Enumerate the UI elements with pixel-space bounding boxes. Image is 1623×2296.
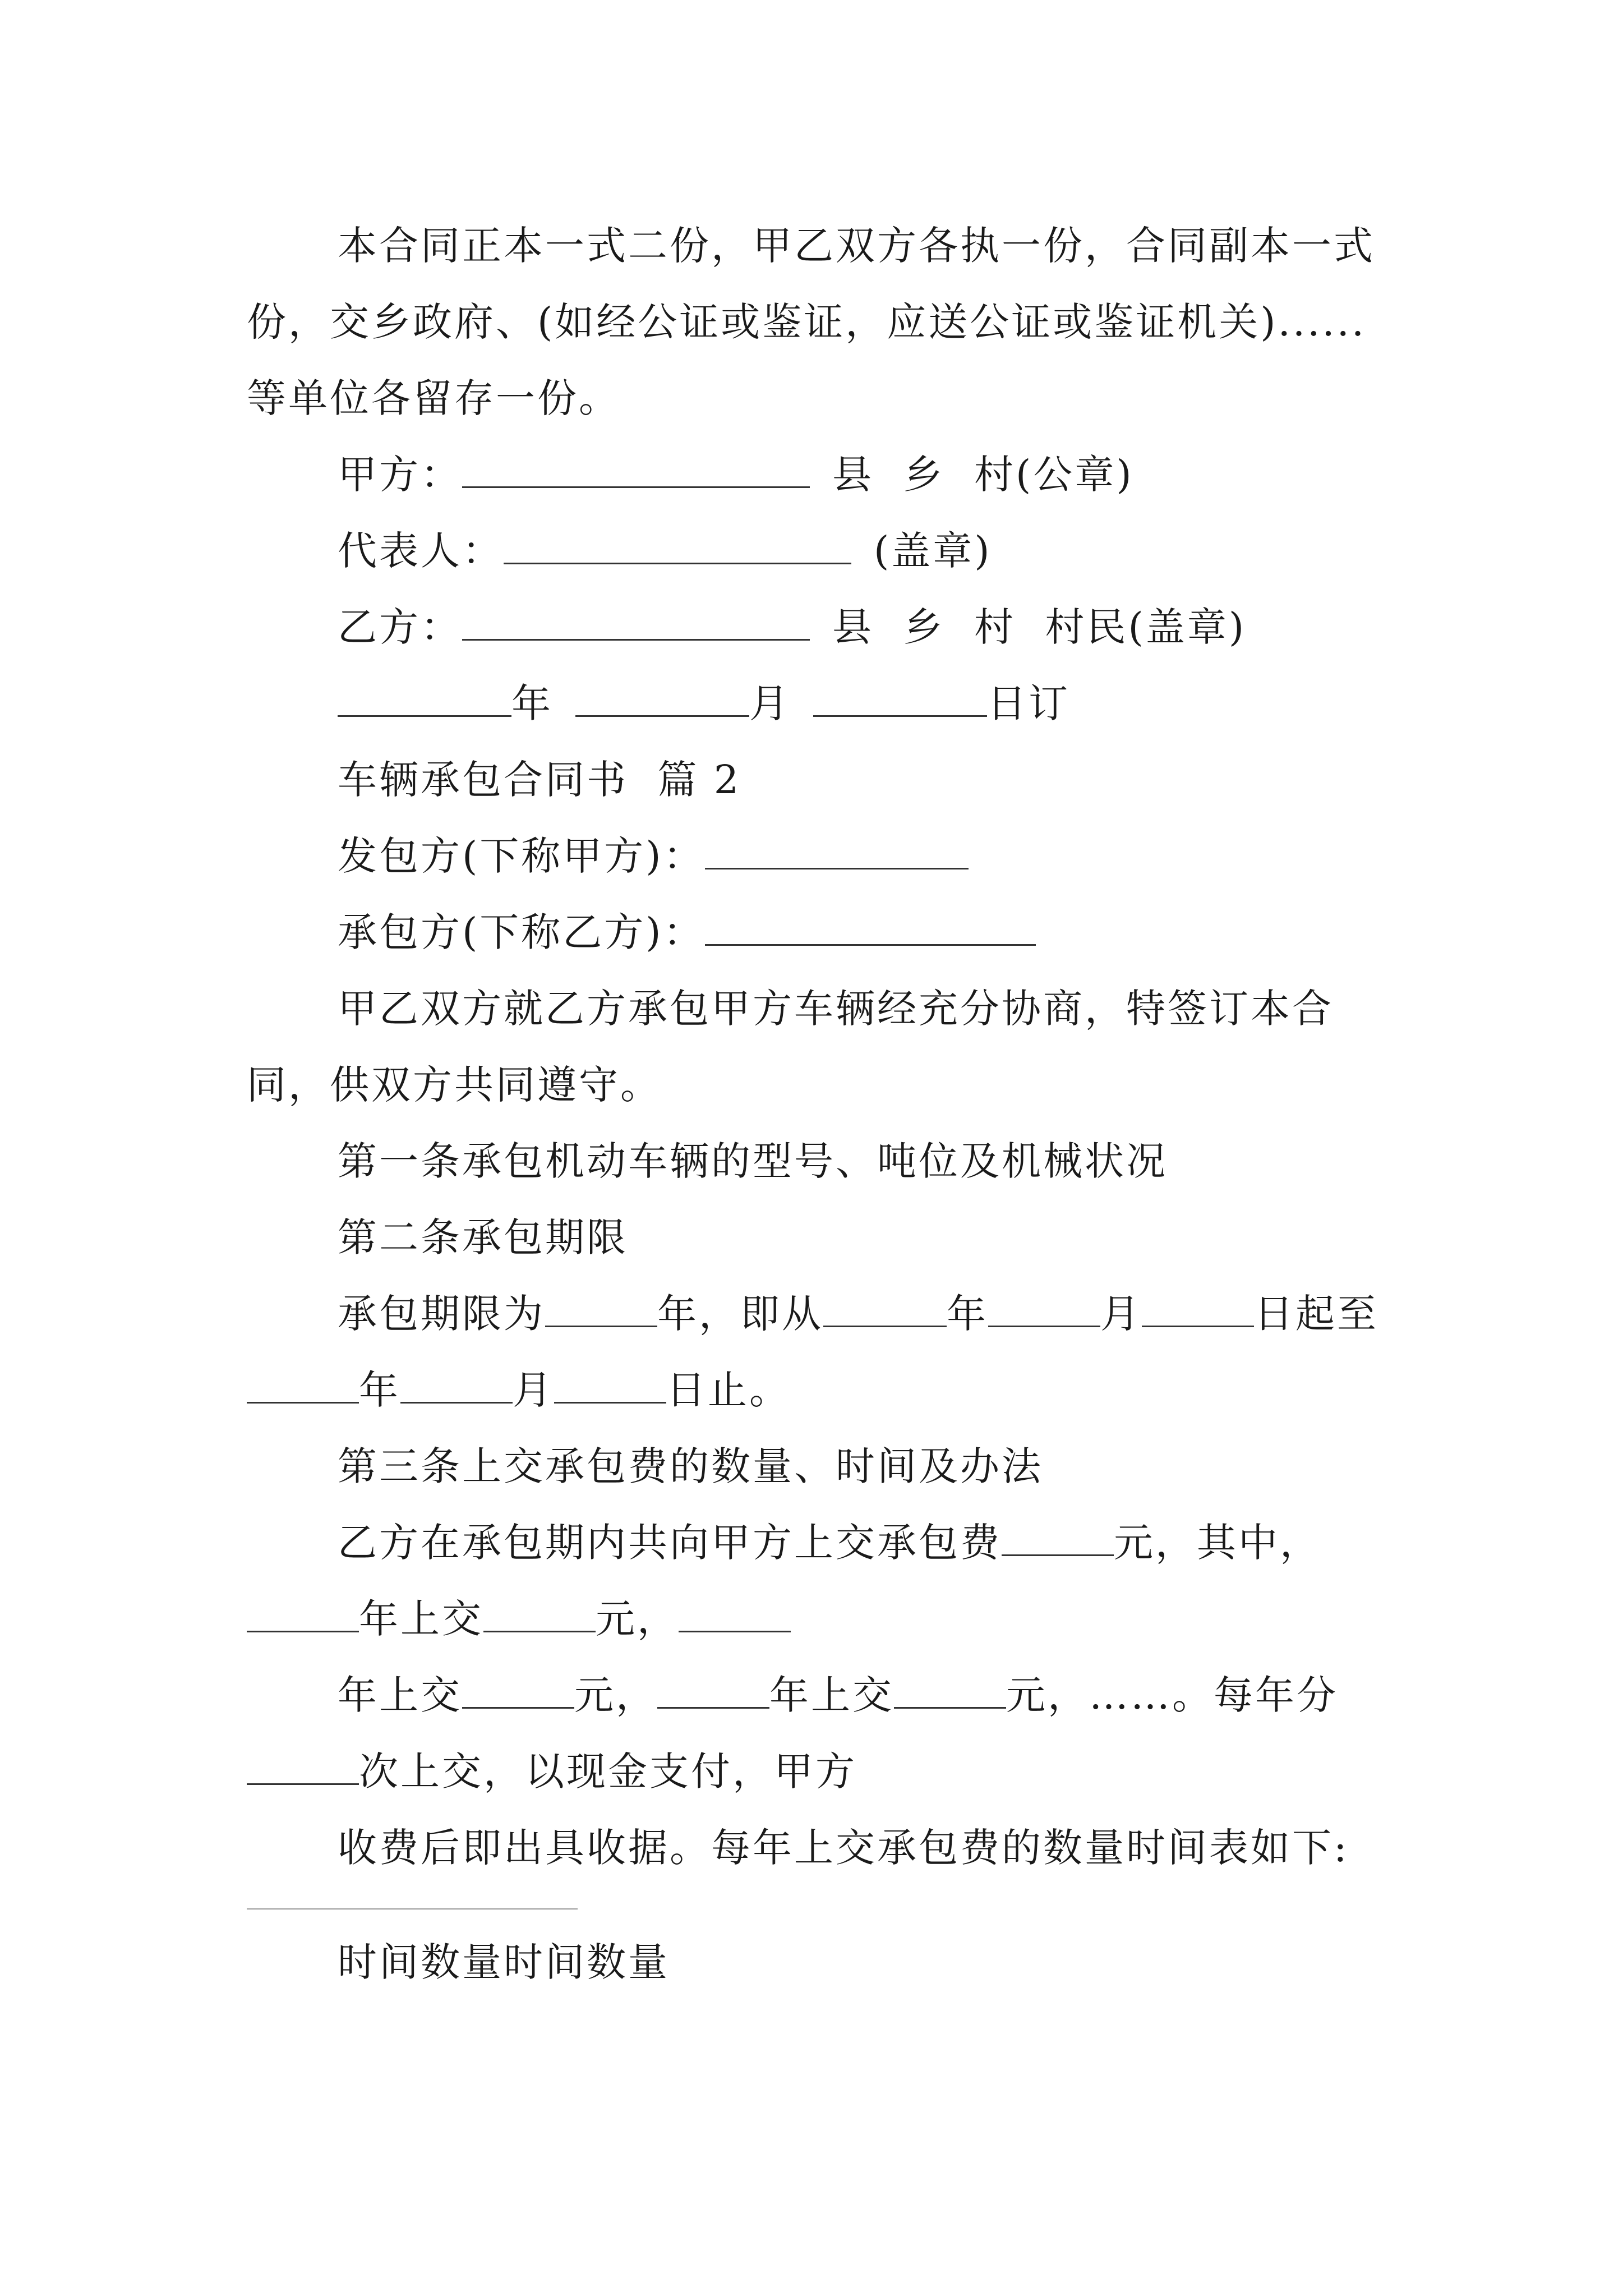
blank-line bbox=[338, 680, 511, 717]
term-text: 年 bbox=[947, 1291, 988, 1337]
blank-line bbox=[679, 1596, 791, 1632]
fee-text: 年上交 bbox=[359, 1596, 483, 1642]
term-text: 承包期限为 bbox=[338, 1291, 545, 1337]
blank-line bbox=[554, 1367, 666, 1404]
blank-line bbox=[462, 1672, 574, 1709]
blank-line bbox=[823, 1291, 947, 1327]
fee-text: 元， bbox=[574, 1672, 657, 1718]
blank-line bbox=[247, 1367, 359, 1404]
fee-text: 乙方在承包期内共向甲方上交承包费 bbox=[338, 1520, 1002, 1566]
blank-line bbox=[1142, 1291, 1254, 1327]
sign-rep-suffix: (盖章) bbox=[874, 528, 992, 574]
section-title: 车辆承包合同书 篇 2 bbox=[338, 757, 741, 803]
blank-line bbox=[894, 1672, 1006, 1709]
term-text: 月 bbox=[513, 1367, 554, 1413]
blank-line bbox=[400, 1367, 513, 1404]
signature-party-a bbox=[247, 436, 1391, 513]
fee-text: 元， bbox=[596, 1596, 679, 1642]
blank-line bbox=[575, 680, 749, 717]
sign-b-suffix: 县 乡 村 村民(盖章) bbox=[832, 604, 1247, 650]
horizontal-rule bbox=[247, 1908, 578, 1910]
blank-line bbox=[705, 833, 969, 869]
term-text: 月 bbox=[1100, 1291, 1142, 1337]
fee-paragraph-2 bbox=[247, 1657, 1391, 1810]
signature-representative bbox=[247, 513, 1391, 589]
term-text: 日起至 bbox=[1254, 1291, 1378, 1337]
blank-line bbox=[462, 604, 810, 641]
blank-line bbox=[988, 1291, 1100, 1327]
sign-b-label: 乙方： bbox=[338, 604, 462, 650]
blank-line bbox=[545, 1291, 657, 1327]
sign-a-suffix: 县 乡 村(公章) bbox=[832, 452, 1134, 498]
blank-line bbox=[813, 680, 987, 717]
paragraph-copies: 本合同正本一式二份，甲乙双方各执一份，合同副本一式 份，交乡政府、(如经公证或鉴证，应送公证或鉴证机关)......等单位各留存一份。 bbox=[247, 223, 1390, 421]
blank-line bbox=[657, 1672, 769, 1709]
fee-text: 元，其中， bbox=[1114, 1520, 1321, 1566]
party-b-line bbox=[247, 894, 1391, 970]
intro-paragraph: 甲乙双方就乙方承包甲方车辆经充分协商，特签订本合同，供双方共同遵守。 bbox=[247, 986, 1334, 1108]
blank-line bbox=[504, 528, 851, 564]
sign-rep-label: 代表人： bbox=[338, 528, 504, 574]
fee-text: 年上交 bbox=[769, 1672, 894, 1718]
fee-text: 次上交，以现金支付，甲方 bbox=[359, 1749, 857, 1795]
article-1: 第一条承包机动车辆的型号、吨位及机械状况 bbox=[338, 1138, 1168, 1184]
receipt-paragraph: 收费后即出具收据。每年上交承包费的数量时间表如下: bbox=[338, 1825, 1349, 1871]
fee-text: 元，……。每年分 bbox=[1006, 1672, 1338, 1718]
party-b-label: 承包方(下称乙方)： bbox=[338, 909, 705, 955]
term-text: 年，即从 bbox=[657, 1291, 823, 1337]
blank-line bbox=[705, 909, 1036, 946]
term-text: 日止。 bbox=[666, 1367, 791, 1413]
signing-date bbox=[247, 665, 1391, 742]
blank-line bbox=[483, 1596, 596, 1632]
article-2: 第二条承包期限 bbox=[338, 1214, 628, 1260]
blank-line bbox=[462, 452, 810, 488]
article-3: 第三条上交承包费的数量、时间及办法 bbox=[338, 1443, 1043, 1489]
term-text: 年 bbox=[359, 1367, 400, 1413]
table-header: 时间数量时间数量 bbox=[338, 1939, 670, 1985]
document-page bbox=[247, 208, 1391, 2000]
term-paragraph bbox=[247, 1276, 1391, 1428]
signature-party-b bbox=[247, 589, 1391, 665]
fee-text: 年上交 bbox=[338, 1672, 462, 1718]
sign-a-label: 甲方： bbox=[338, 452, 462, 498]
date-day: 日订 bbox=[987, 680, 1070, 726]
party-a-label: 发包方(下称甲方)： bbox=[338, 833, 705, 879]
date-month: 月 bbox=[749, 680, 791, 726]
fee-paragraph bbox=[247, 1504, 1391, 1657]
date-year: 年 bbox=[511, 680, 553, 726]
blank-line bbox=[1002, 1520, 1114, 1556]
blank-line bbox=[247, 1596, 359, 1632]
blank-line bbox=[247, 1749, 359, 1785]
party-a-line bbox=[247, 818, 1391, 894]
